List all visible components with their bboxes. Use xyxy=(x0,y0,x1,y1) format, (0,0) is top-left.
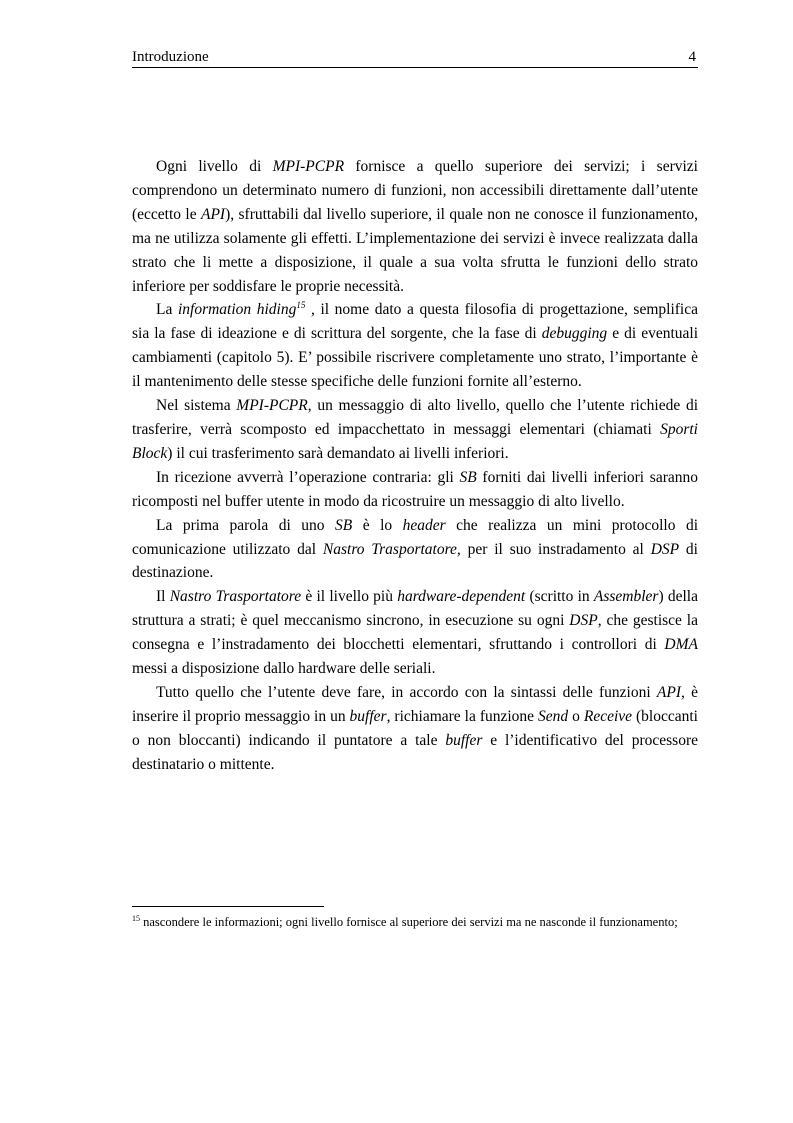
paragraph-2: La information hiding$^{15}$ , il nome dato a questa filosofia di progettazione, semplifica sia la fase di ideazione e di scrittura del sorgente, che la fase di debugging e di eventuali cambiamenti (capitolo 5). E’ possibile riscrivere completamente uno strato, l’importante è il mantenimento delle stesse specifiche delle funzioni fornite all’esterno. xyxy=(132,300,698,391)
paragraph-5: La prima parola di uno SB è lo header che realizza un mini protocollo di comunicazione utilizzato dal Nastro Trasportatore, per il suo instradamento al DSP di destinazione. xyxy=(132,516,699,582)
page-header xyxy=(132,47,698,68)
paragraph-6: Il Nastro Trasportatore è il livello più hardware-dependent (scritto in Assembler) della struttura a strati; è quel meccanismo sincrono, in esecuzione su ogni DSP, che gestisce la consegna e l’instradamento dei blocchetti elementari, sfruttando i controllori di DMA messi a disposizione dallo hardware delle seriali. xyxy=(132,588,698,678)
footnote xyxy=(132,914,698,930)
footnote-number: 15 xyxy=(132,913,140,923)
body-text xyxy=(132,155,698,777)
paragraph-1: Ogni livello di MPI-PCPR fornisce a quello superiore dei servizi; i servizi comprendono un determinato numero di funzioni, non accessibili direttamente dall’utente (eccetto le API), sfruttabili dal livello superiore, il quale non ne conosce il funzionamento, ma ne utilizza solamente gli effetti. L’implementazione dei servizi è invece realizzata dalla strato che li mette a disposizione, il quale a sua volta sfrutta le funzioni dello strato inferiore per soddisfare le proprie necessità. xyxy=(132,158,699,295)
paragraph-7: Tutto quello che l’utente deve fare, in accordo con la sintassi delle funzioni API, è inserire il proprio messaggio in un buffer, richiamare la funzione Send o Receive (bloccanti o non bloccanti) indicando il puntatore a tale buffer e l’identificativo del processore destinatario o mittente. xyxy=(132,683,698,773)
footnote-ref: 15 xyxy=(296,300,306,311)
paragraph-3: Nel sistema MPI-PCPR, un messaggio di alto livello, quello che l’utente richiede di trasferire, verrà scomposto ed impacchettato in messaggi elementari (chiamati Sporti Block) il cui trasferimento sarà demandato ai livelli inferiori. xyxy=(132,397,698,462)
header-title: Introduzione xyxy=(132,49,209,65)
footnote-separator xyxy=(132,906,324,907)
paragraph-4: In ricezione avverrà l’operazione contraria: gli SB forniti dai livelli inferiori saranno ricomposti nel buffer utente in modo da ricostruire un messaggio di alto livello. xyxy=(132,468,698,510)
page-number: 4 xyxy=(688,49,696,65)
footnote-text: nascondere le informazioni; ogni livello fornisce al superiore dei servizi ma ne nasconde il funzionamento; xyxy=(140,915,678,929)
